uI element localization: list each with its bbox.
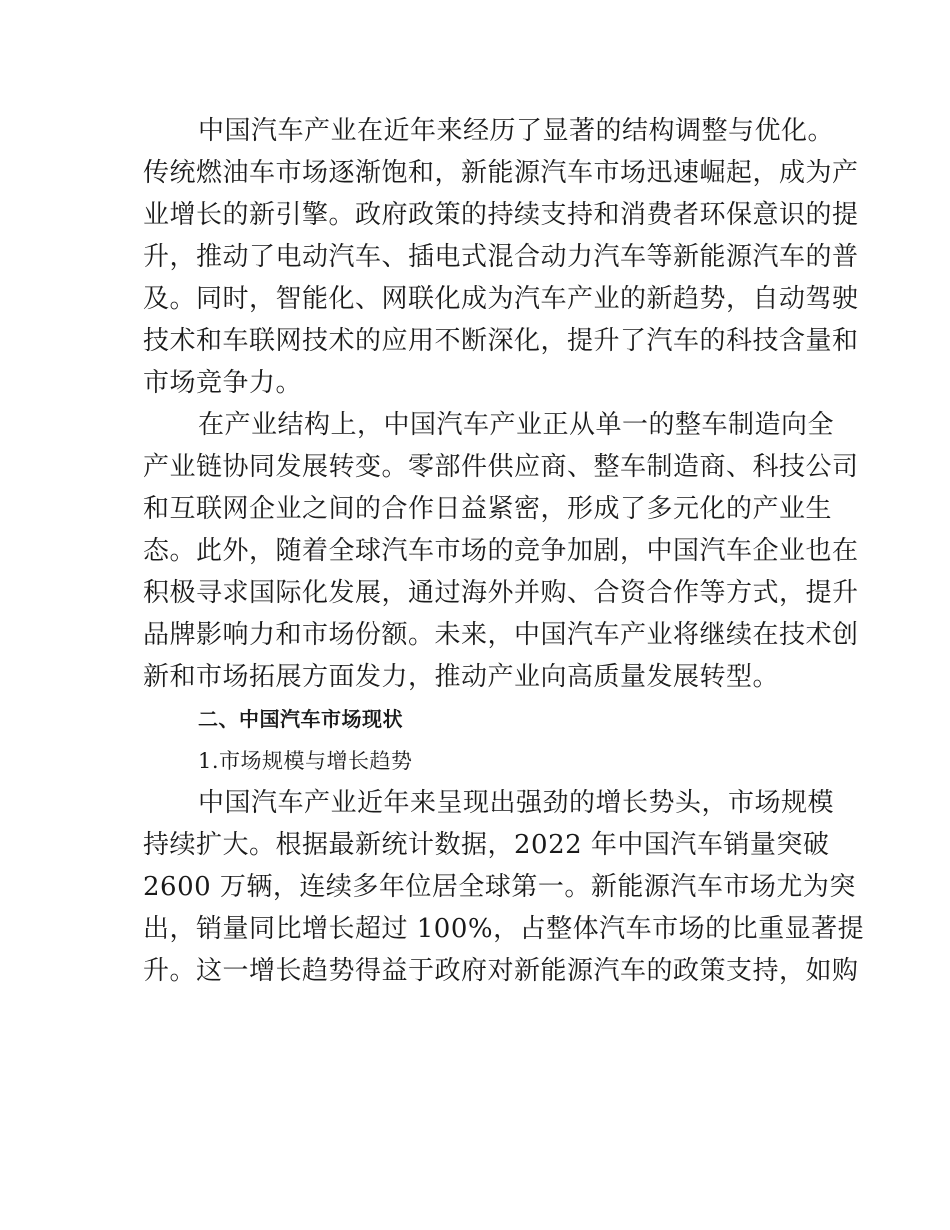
text-line: 市场竞争力。: [143, 368, 303, 398]
text-line: 中国汽车产业在近年来经历了显著的结构调整与优化。: [198, 116, 835, 146]
text-line: 2600 万辆，连续多年位居全球第一。新能源汽车市场尤为突: [143, 872, 856, 902]
text-line: 在产业结构上，中国汽车产业正从单一的整车制造向全: [198, 410, 835, 440]
document-page: [143, 116, 865, 1000]
text-line: 中国汽车产业近年来呈现出强劲的增长势头，市场规模: [198, 788, 835, 818]
paragraph-market-scale: [143, 788, 865, 1000]
text-line: 及。同时，智能化、网联化成为汽车产业的新趋势，自动驾驶: [143, 284, 859, 314]
text-line: 业增长的新引擎。政府政策的持续支持和消费者环保意识的提: [143, 200, 859, 230]
text-line: 升。这一增长趋势得益于政府对新能源汽车的政策支持，如购: [143, 956, 859, 986]
text-line: 出，销量同比增长超过 100%，占整体汽车市场的比重显著提: [143, 914, 865, 944]
text-line: 品牌影响力和市场份额。未来，中国汽车产业将继续在技术创: [143, 620, 859, 650]
section-heading: 二、中国汽车市场现状: [198, 707, 403, 731]
text-line: 态。此外，随着全球汽车市场的竞争加剧，中国汽车企业也在: [143, 536, 859, 566]
paragraph-industry-structure: [143, 116, 859, 412]
text-line: 技术和车联网技术的应用不断深化，提升了汽车的科技含量和: [143, 326, 859, 356]
text-line: 传统燃油车市场逐渐饱和，新能源汽车市场迅速崛起，成为产: [143, 158, 859, 188]
text-line: 积极寻求国际化发展，通过海外并购、合资合作等方式，提升: [143, 578, 859, 608]
subsection-heading: 1.市场规模与增长趋势: [198, 749, 413, 773]
text-line: 升，推动了电动汽车、插电式混合动力汽车等新能源汽车的普: [143, 242, 859, 272]
text-line: 产业链协同发展转变。零部件供应商、整车制造商、科技公司: [143, 452, 859, 482]
text-line: 和互联网企业之间的合作日益紧密，形成了多元化的产业生: [143, 494, 833, 524]
paragraph-industry-chain: [143, 410, 859, 706]
text-line: 新和市场拓展方面发力，推动产业向高质量发展转型。: [143, 662, 780, 692]
text-line: 持续扩大。根据最新统计数据，2022 年中国汽车销量突破: [143, 830, 830, 860]
